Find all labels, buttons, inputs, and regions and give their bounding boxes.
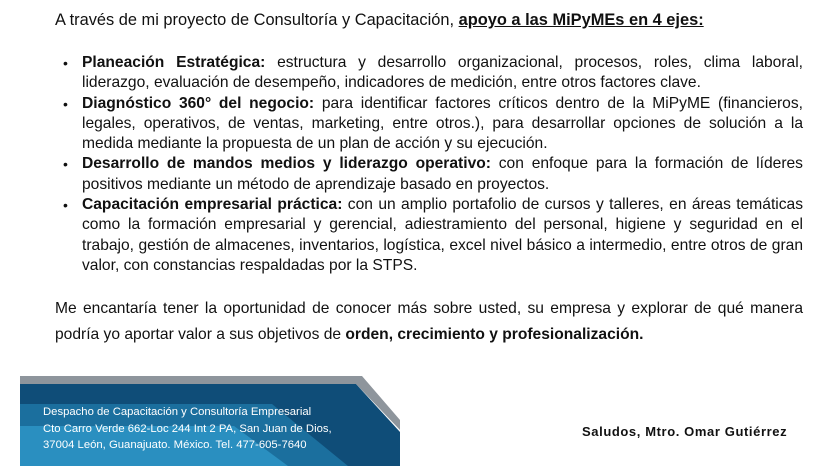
- axis-item-planeacion: [55, 53, 803, 94]
- closing-emphasis: orden, crecimiento y profesionalización.: [345, 326, 644, 343]
- footer-address: [43, 404, 332, 454]
- bullet-icon: •: [63, 156, 68, 173]
- signature: Saludos, Mtro. Omar Gutiérrez: [582, 424, 788, 439]
- axis-text: para identificar factores críticos dentro de la MiPyME (financieros, legales, operativos, de ventas, marketing, entre otros.), para desarrollar opciones de solución a la medida mediante la propuesta de un plan de acción y su ejecución.: [82, 94, 803, 153]
- bullet-icon: •: [63, 55, 68, 71]
- intro-emphasis: apoyo a las MiPyMEs en 4 ejes:: [458, 11, 704, 29]
- footer-city-phone: 37004 León, Guanajuato. México. Tel. 477-605-7640: [43, 439, 307, 452]
- bullet-icon: •: [63, 95, 68, 112]
- axis-title: Capacitación empresarial práctica:: [82, 196, 343, 214]
- footer-company: Despacho de Capacitación y Consultoría Empresarial: [43, 406, 312, 418]
- intro-paragraph: [55, 10, 704, 30]
- axis-item-mandos-medios: [55, 154, 803, 195]
- closing-paragraph: [55, 296, 803, 348]
- bullet-icon: •: [63, 197, 68, 214]
- axis-title: Planeación Estratégica:: [82, 54, 266, 71]
- axis-title: Desarrollo de mandos medios y liderazgo operativo:: [82, 155, 491, 173]
- axis-item-capacitacion: [55, 195, 803, 276]
- axis-text: con un amplio portafolio de cursos y talleres, en áreas temáticas como la formación empresarial y gerencial, adiestramiento del personal, higiene y seguridad en el trabajo, gestión de almacenes, inventarios, logística, excel nivel básico a intermedio, entre otros de gran valor, con constancias respaldadas por la STPS.: [82, 196, 804, 274]
- footer-street: Cto Carro Verde 662-Loc 244 Int 2 PA, San Juan de Dios,: [43, 422, 332, 435]
- intro-text: A través de mi proyecto de Consultoría y Capacitación,: [55, 11, 459, 29]
- axes-list: [55, 53, 803, 276]
- axis-item-diagnostico: [55, 94, 803, 155]
- closing-text: Me encantaría tener la oportunidad de conocer más sobre usted, su empresa y explorar de qué manera podría yo aportar valor a sus objetivos de: [55, 300, 803, 343]
- axis-text: estructura y desarrollo organizacional, procesos, roles, clima laboral, liderazgo, evaluación de desempeño, indicadores de medición, entre otros factores clave.: [82, 54, 803, 92]
- axis-title: Diagnóstico 360° del negocio:: [82, 94, 315, 112]
- axis-text: con enfoque para la formación de líderes positivos mediante un método de aprendizaje basado en proyectos.: [82, 155, 803, 193]
